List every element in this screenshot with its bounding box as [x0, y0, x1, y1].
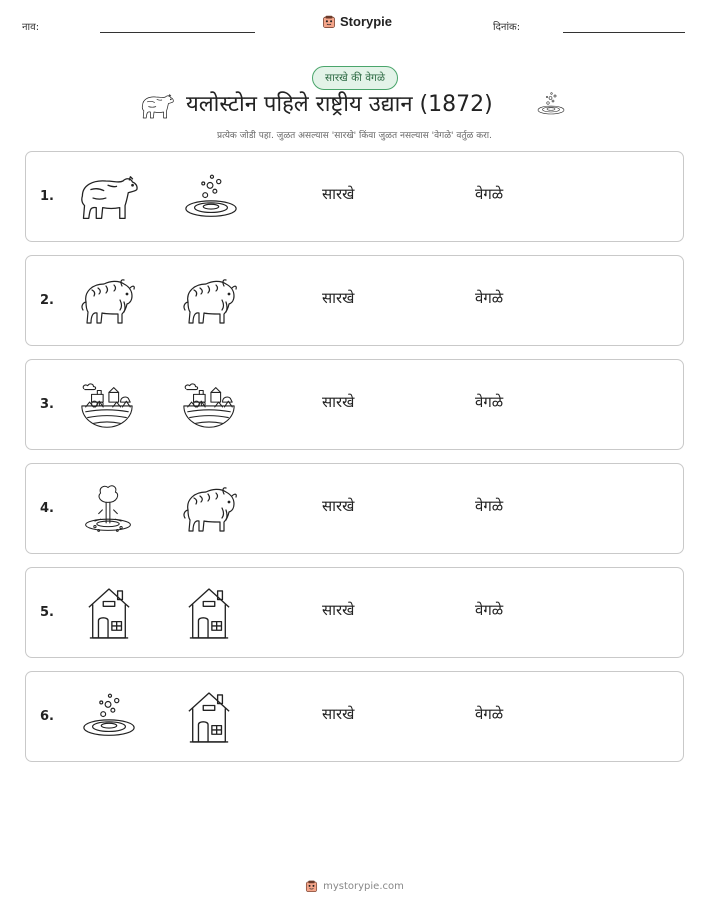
storypie-logo-icon: [305, 880, 318, 893]
question-row: [25, 671, 684, 762]
footer-url[interactable]: mystorypie.com: [323, 881, 404, 892]
different-option[interactable]: वेगळे: [475, 497, 504, 515]
different-option[interactable]: वेगळे: [475, 393, 504, 411]
bear-icon: [76, 172, 140, 222]
page-title: यलोस्टोन पहिले राष्ट्रीय उद्यान (1872): [186, 92, 493, 117]
instructions: प्रत्येक जोडी पहा. जुळत असल्यास 'सारखे' किंवा जुळत नसल्यास 'वेगळे' वर्तुळ करा.: [216, 131, 492, 141]
question-number: 2.: [40, 293, 54, 308]
question-number: 6.: [40, 709, 54, 724]
farm-icon: [78, 379, 136, 431]
hot-spring-icon: [536, 91, 566, 117]
question-row: [25, 463, 684, 554]
name-line[interactable]: [100, 32, 255, 33]
topic-badge: सारखे की वेगळे: [312, 66, 398, 90]
date-label: दिनांक:: [493, 22, 521, 33]
storypie-logo-icon: [322, 15, 336, 29]
bison-icon: [78, 275, 138, 327]
bison-icon: [180, 483, 240, 535]
bear-icon: [139, 92, 175, 120]
house-icon: [186, 689, 232, 745]
farm-icon: [180, 379, 238, 431]
hot-spring-icon: [182, 173, 240, 221]
question-row: [25, 567, 684, 658]
question-number: 4.: [40, 501, 54, 516]
different-option[interactable]: वेगळे: [475, 185, 504, 203]
different-option[interactable]: वेगळे: [475, 705, 504, 723]
different-option[interactable]: वेगळे: [475, 601, 504, 619]
same-option[interactable]: सारखे: [322, 289, 355, 307]
house-icon: [186, 585, 232, 641]
same-option[interactable]: सारखे: [322, 601, 355, 619]
question-row: [25, 255, 684, 346]
bison-icon: [180, 275, 240, 327]
brand-name: Storypie: [340, 14, 393, 29]
name-label: नाव:: [22, 22, 40, 33]
house-icon: [86, 585, 132, 641]
same-option[interactable]: सारखे: [322, 393, 355, 411]
same-option[interactable]: सारखे: [322, 497, 355, 515]
date-line[interactable]: [563, 32, 685, 33]
same-option[interactable]: सारखे: [322, 705, 355, 723]
question-number: 3.: [40, 397, 54, 412]
brand: [322, 14, 392, 29]
question-number: 5.: [40, 605, 54, 620]
different-option[interactable]: वेगळे: [475, 289, 504, 307]
question-row: [25, 359, 684, 450]
footer: [0, 880, 709, 893]
question-number: 1.: [40, 189, 54, 204]
geyser-icon: [80, 481, 136, 535]
question-row: [25, 151, 684, 242]
hot-spring-icon: [80, 692, 138, 740]
same-option[interactable]: सारखे: [322, 185, 355, 203]
